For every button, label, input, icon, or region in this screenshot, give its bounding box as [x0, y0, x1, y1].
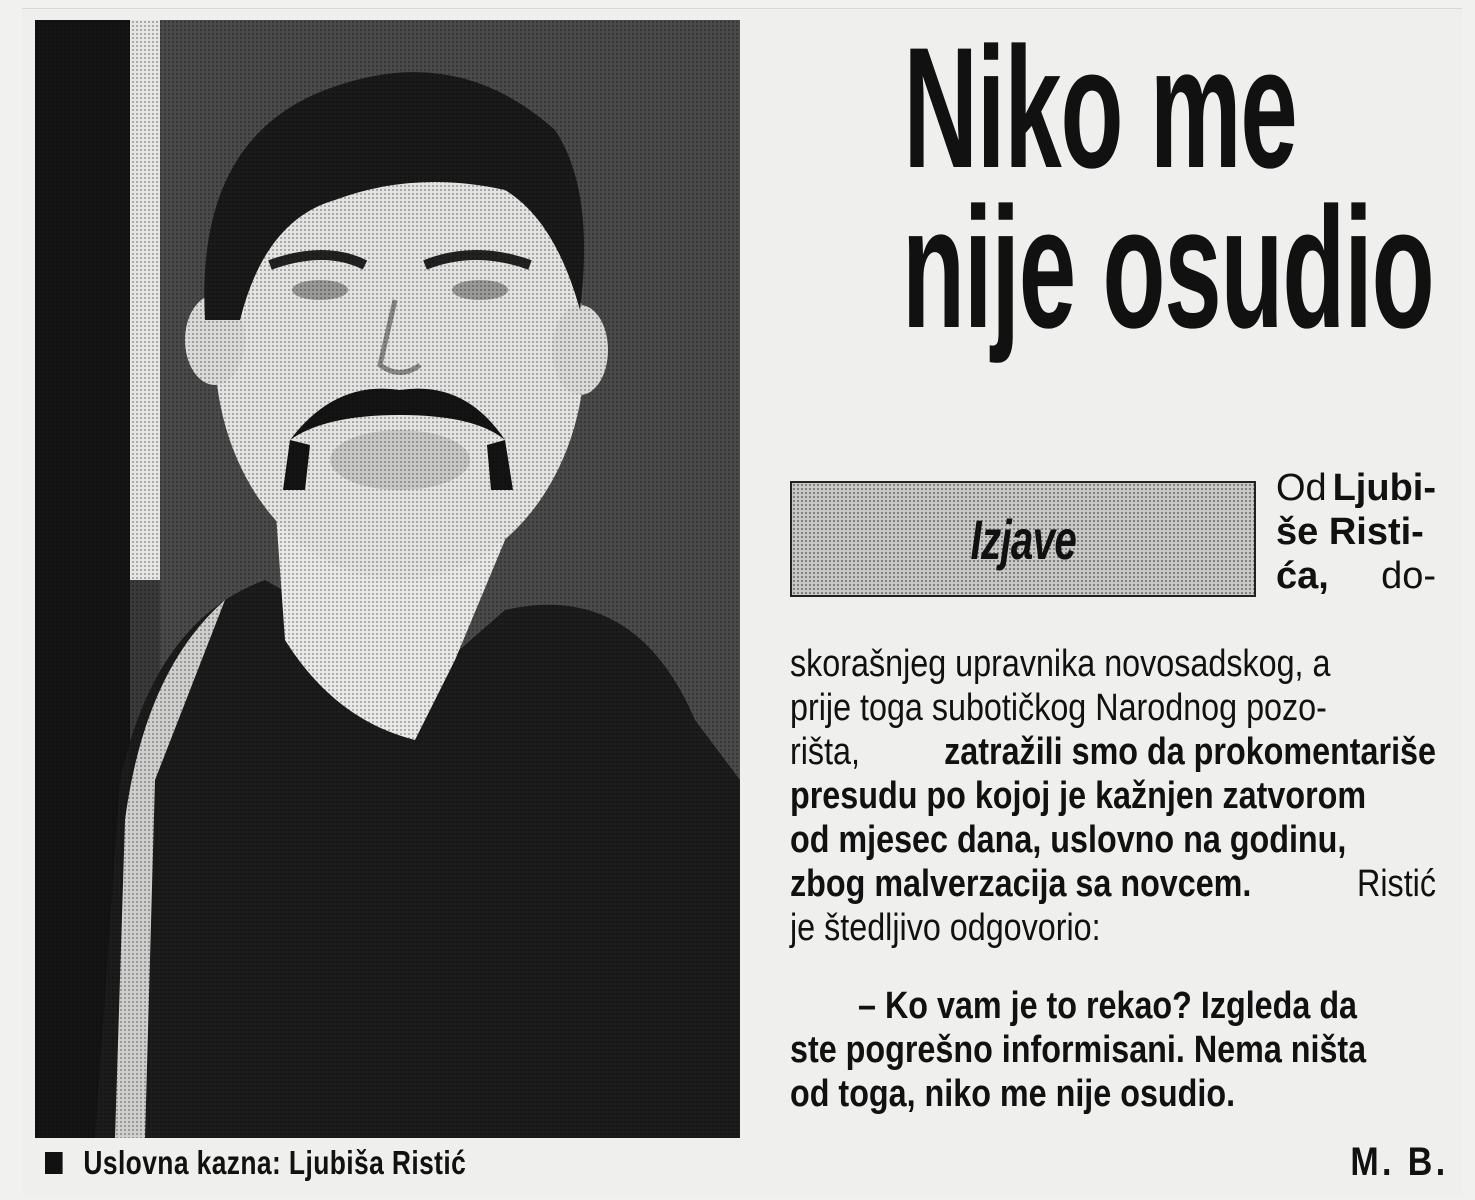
body-line: prije toga subotičkog Narodnog pozo-: [790, 687, 1327, 729]
lede-line: ća, do-: [1276, 555, 1436, 597]
body-line: od mjesec dana, uslovno na godinu,: [790, 819, 1347, 861]
body-line: zbog malverzacija sa novcem. Ristić: [790, 863, 1436, 905]
section-rubric: Izjave: [790, 481, 1256, 597]
quote-line: od toga, niko me nije osudio.: [790, 1073, 1236, 1115]
quote-line: ste pogrešno informisani. Nema ništa: [790, 1029, 1367, 1071]
body-line: je štedljivo odgovorio:: [790, 907, 1101, 949]
article-quote: [790, 984, 1367, 1116]
author-signature: M. B.: [1350, 1140, 1449, 1184]
headline-line-1: Niko me: [903, 12, 1297, 204]
article-headline: [770, 12, 1434, 364]
headline-line-2: nije osudio: [902, 172, 1434, 364]
article-lede: [1276, 466, 1436, 598]
photo-caption: Uslovna kazna: Ljubiša Ristić: [45, 1141, 466, 1185]
body-line: presudu po kojoj je kažnjen zatvorom: [790, 775, 1367, 817]
body-line: skorašnjeg upravnika novosadskog, a: [790, 643, 1331, 685]
lede-line: še Risti-: [1276, 511, 1424, 553]
quote-line: – Ko vam je to rekao? Izgleda da: [858, 985, 1358, 1027]
lede-line: Od Ljubi-: [1276, 467, 1436, 509]
bullet-square-icon: [45, 1152, 63, 1174]
portrait-photo: [35, 20, 740, 1138]
article-body: [790, 642, 1436, 950]
body-line: rišta, zatražili smo da prokomentariše: [790, 731, 1436, 773]
